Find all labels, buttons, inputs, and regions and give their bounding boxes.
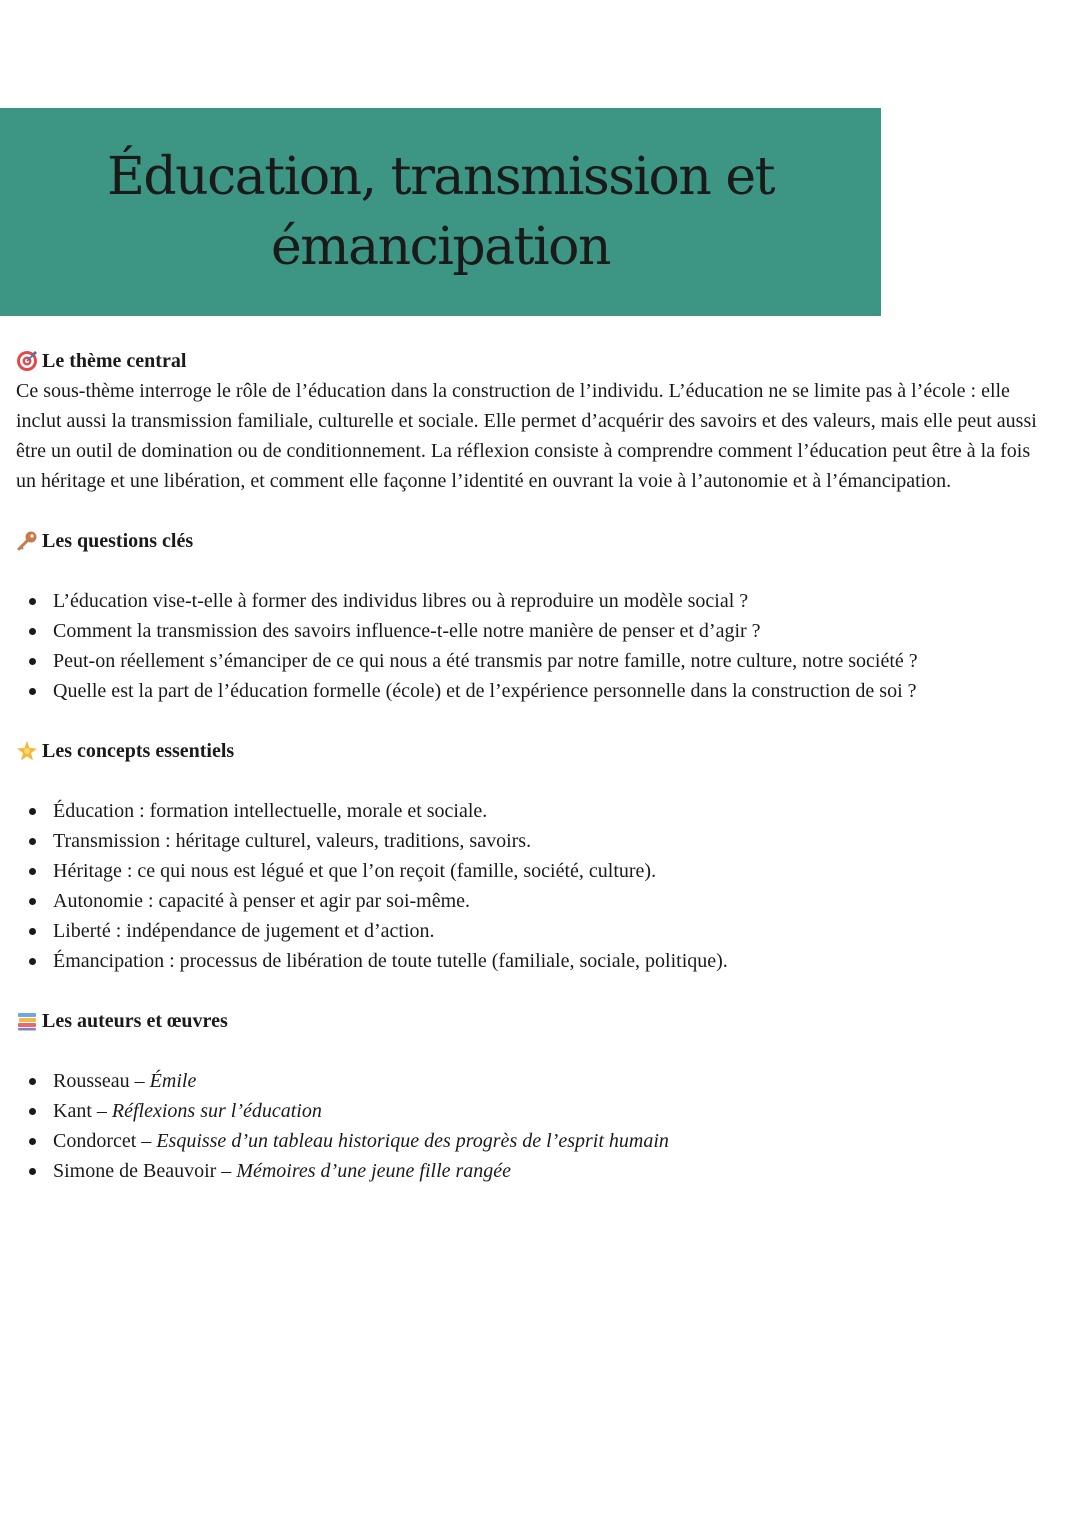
page-title-line-2: émancipation [271,217,610,277]
section-authors [16,1006,1040,1186]
page-title-line-1: Éducation, transmission et [106,147,775,207]
authors-list [16,1066,1040,1186]
list-item: Émancipation : processus de libération de toute tutelle (familiale, sociale, politique). [16,946,1040,976]
section-concepts-heading [16,736,1040,766]
section-questions-heading-text: Les questions clés [42,530,194,552]
work-title: Mémoires d’une jeune fille rangée [236,1160,512,1182]
books-icon [16,1010,38,1032]
section-theme [16,346,1040,496]
section-authors-heading [16,1006,1040,1036]
list-item: Quelle est la part de l’éducation formelle (école) et de l’expérience personnelle dans la construction de soi ? [16,676,1040,706]
section-concepts [16,736,1040,976]
questions-list [16,586,1040,706]
section-theme-heading [16,346,1040,376]
page-title [67,142,814,282]
list-item: Héritage : ce qui nous est légué et que l’on reçoit (famille, société, culture). [16,856,1040,886]
list-item [16,1126,1040,1156]
list-item: Peut-on réellement s’émanciper de ce qui nous a été transmis par notre famille, notre culture, notre société ? [16,646,1040,676]
author-name: Rousseau – [53,1070,150,1092]
work-title: Émile [149,1070,197,1092]
list-item [16,1156,1040,1186]
star-icon [16,740,38,762]
list-item [16,1066,1040,1096]
section-authors-heading-text: Les auteurs et œuvres [42,1010,228,1032]
list-item: Transmission : héritage culturel, valeurs, traditions, savoirs. [16,826,1040,856]
key-icon [16,530,38,552]
author-name: Simone de Beauvoir – [53,1160,237,1182]
work-title: Réflexions sur l’éducation [111,1100,322,1122]
list-item: L’éducation vise-t-elle à former des individus libres ou à reproduire un modèle social ? [16,586,1040,616]
list-item [16,1096,1040,1126]
work-title: Esquisse d’un tableau historique des progrès de l’esprit humain [156,1130,669,1152]
document-content [16,346,1040,1186]
section-theme-body: Ce sous-thème interroge le rôle de l’éducation dans la construction de l’individu. L’éducation ne se limite pas à l’école : elle inclut aussi la transmission familiale, culturelle et sociale. Elle permet d’acquérir des savoirs et des valeurs, mais elle peut aussi être un outil de domination ou de conditionnement. La réflexion consiste à comprendre comment l’éducation peut être à la fois un héritage et une libération, et comment elle façonne l’identité en ouvrant la voie à l’autonomie et à l’émancipation. [16,380,1037,492]
list-item: Éducation : formation intellectuelle, morale et sociale. [16,796,1040,826]
list-item: Comment la transmission des savoirs influence-t-elle notre manière de penser et d’agir ? [16,616,1040,646]
list-item: Autonomie : capacité à penser et agir par soi-même. [16,886,1040,916]
section-theme-heading-text: Le thème central [42,350,187,372]
section-questions-heading [16,526,1040,556]
target-icon [16,350,38,372]
section-questions [16,526,1040,706]
list-item: Liberté : indépendance de jugement et d’action. [16,916,1040,946]
section-concepts-heading-text: Les concepts essentiels [42,740,235,762]
title-banner [0,108,881,316]
author-name: Condorcet – [53,1130,157,1152]
concepts-list [16,796,1040,976]
author-name: Kant – [53,1100,112,1122]
